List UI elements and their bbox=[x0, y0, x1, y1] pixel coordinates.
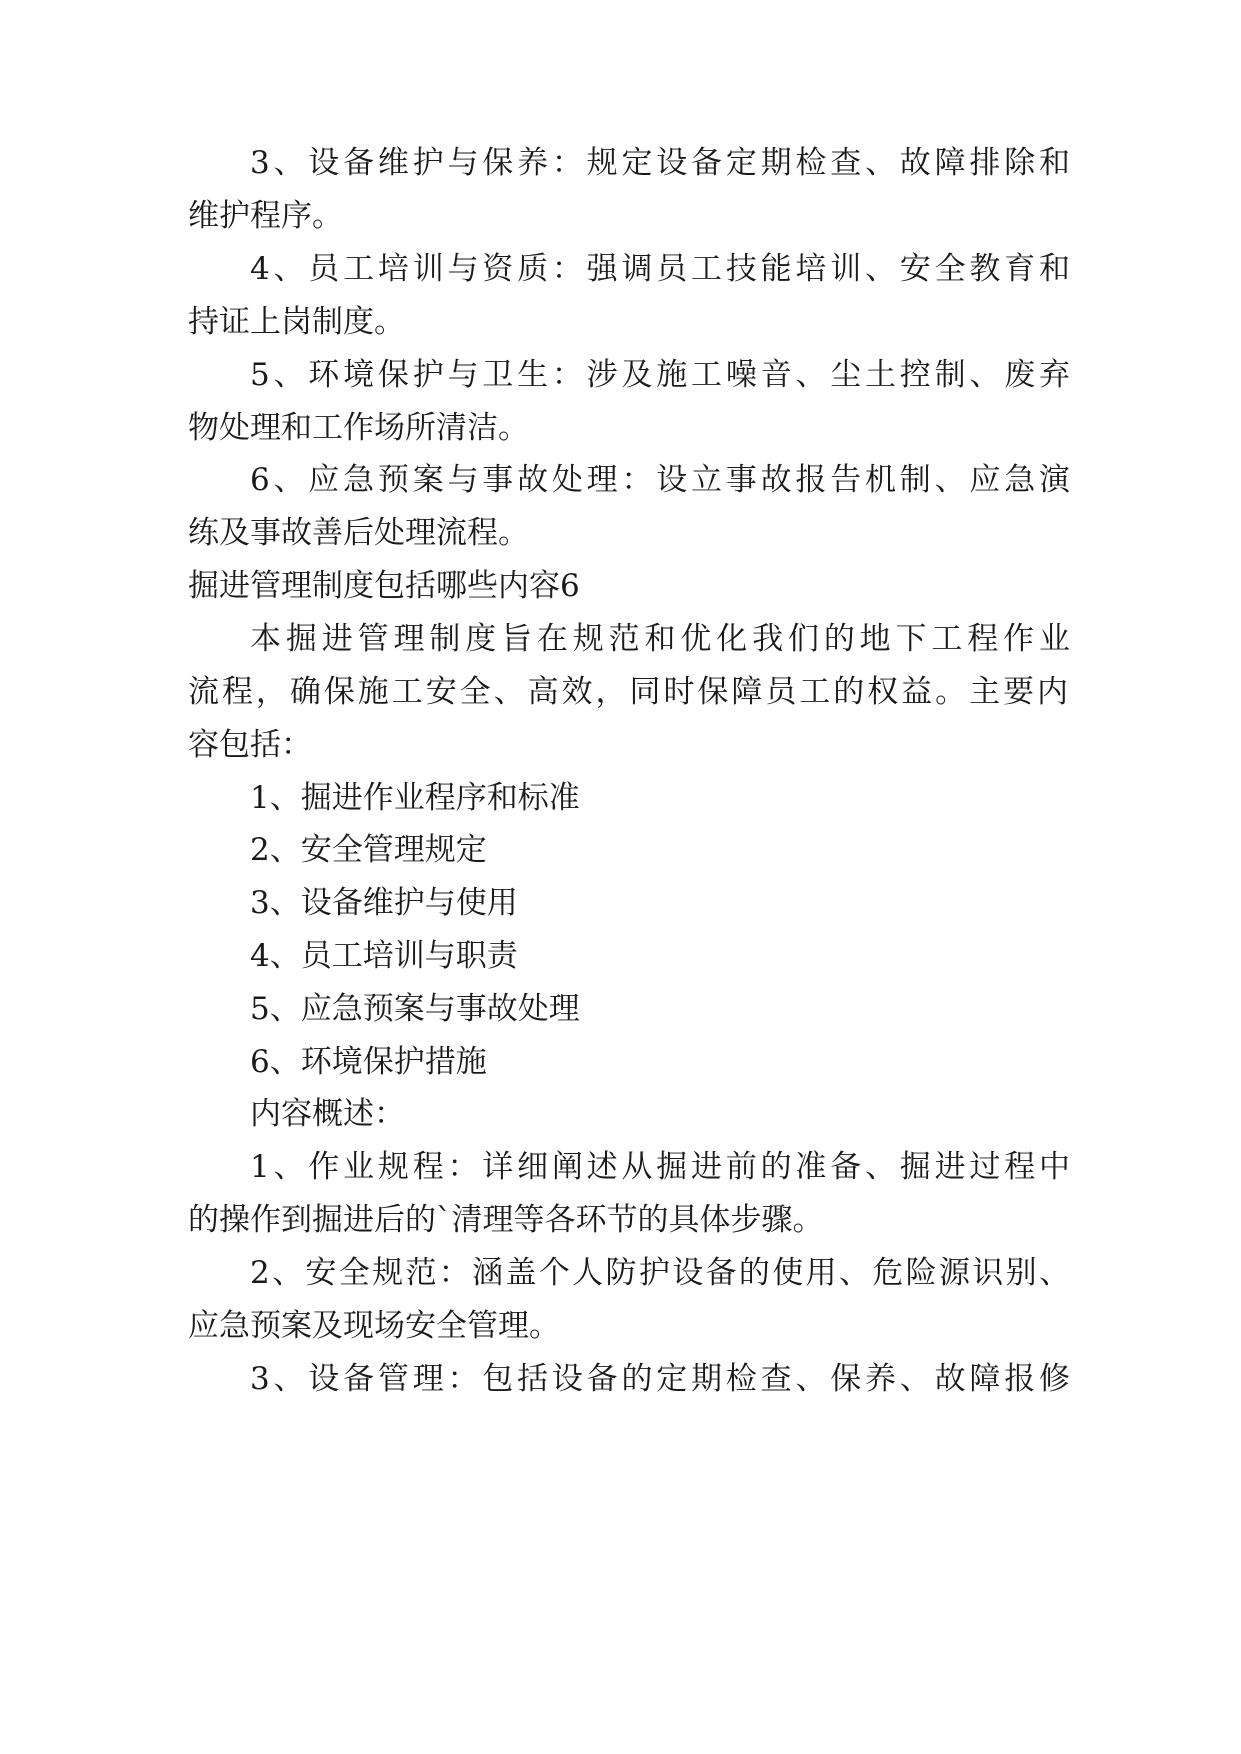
paragraph-line: 内容概述： bbox=[250, 1096, 405, 1132]
list-item: 5、应急预案与事故处理 bbox=[250, 991, 580, 1027]
paragraph-line: 容包括： bbox=[188, 727, 312, 763]
paragraph-line: 4、员工培训与资质：强调员工技能培训、安全教育和 bbox=[250, 251, 1070, 287]
paragraph-line: 3、设备管理：包括设备的定期检查、保养、故障报修 bbox=[250, 1361, 1070, 1397]
paragraph-line: 流程，确保施工安全、高效，同时保障员工的权益。主要内 bbox=[188, 674, 1068, 710]
paragraph-line: 物处理和工作场所清洁。 bbox=[188, 410, 529, 446]
list-item: 3、设备维护与使用 bbox=[250, 885, 518, 921]
paragraph-line: 应急预案及现场安全管理。 bbox=[188, 1308, 560, 1344]
paragraph-line: 3、设备维护与保养：规定设备定期检查、故障排除和 bbox=[250, 145, 1070, 181]
paragraph-line: 维护程序。 bbox=[188, 198, 343, 234]
list-item: 6、环境保护措施 bbox=[250, 1044, 487, 1080]
paragraph-line: 本掘进管理制度旨在规范和优化我们的地下工程作业 bbox=[250, 621, 1070, 657]
paragraph-line: 6、应急预案与事故处理：设立事故报告机制、应急演 bbox=[250, 462, 1070, 498]
list-item: 2、安全管理规定 bbox=[250, 832, 487, 868]
paragraph-line: 练及事故善后处理流程。 bbox=[188, 515, 529, 551]
paragraph-line: 1、作业规程：详细阐述从掘进前的准备、掘进过程中 bbox=[250, 1149, 1070, 1185]
section-heading: 掘进管理制度包括哪些内容6 bbox=[188, 568, 580, 604]
list-item: 4、员工培训与职责 bbox=[250, 938, 518, 974]
paragraph-line: 5、环境保护与卫生：涉及施工噪音、尘土控制、废弃 bbox=[250, 357, 1070, 393]
paragraph-line: 2、安全规范：涵盖个人防护设备的使用、危险源识别、 bbox=[250, 1255, 1070, 1291]
list-item: 1、掘进作业程序和标准 bbox=[250, 780, 580, 816]
paragraph-line: 持证上岗制度。 bbox=[188, 304, 405, 340]
paragraph-line: 的操作到掘进后的`清理等各环节的具体步骤。 bbox=[188, 1202, 824, 1238]
